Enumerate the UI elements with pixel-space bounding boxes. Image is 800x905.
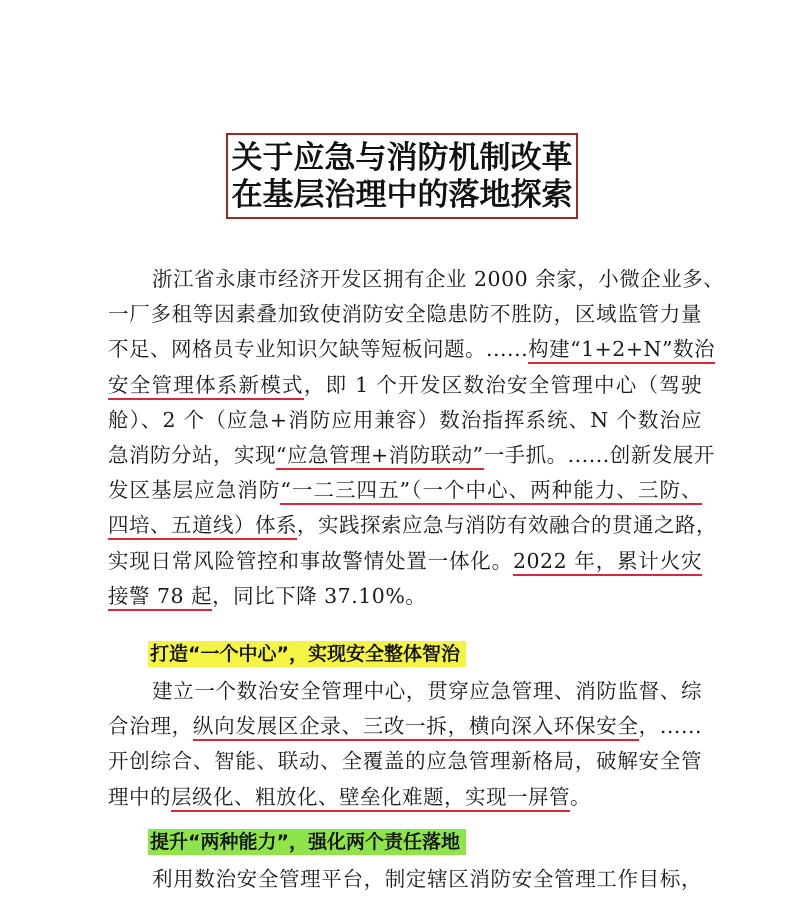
text-segment: 实现日常风险管控和事故警情处置一体化。: [108, 548, 513, 573]
underlined-phrase: 层级化、粗放化、壁垒化难题，实现一屏管: [171, 785, 570, 812]
underlined-phrase: 纵向发展区企录、三改一拆，横向深入环保安全: [193, 714, 639, 741]
text-segment: 一手抓。......创新发展开: [483, 442, 715, 467]
section-heading-1: 打造“一个中心”，实现安全整体智治: [148, 641, 466, 667]
text-line: [108, 368, 702, 403]
text-segment: 。: [570, 784, 591, 809]
text-line: [108, 674, 702, 709]
title-line-2: 在基层治理中的落地探索: [231, 177, 573, 213]
title-box: [226, 133, 578, 219]
text-segment: 利用数治安全管理平台，制定辖区消防安全管理工作目标，: [152, 867, 702, 891]
text-line: [108, 862, 702, 897]
text-line: [108, 544, 702, 579]
text-segment: 理中的: [108, 784, 171, 809]
paragraph-2: [108, 674, 702, 815]
title-line-1: 关于应急与消防机制改革: [231, 140, 573, 176]
underlined-phrase: 构建“1+2+N”数治: [528, 337, 715, 364]
text-segment: ，同比下降 37.10%。: [212, 583, 427, 608]
text-segment: ，......: [638, 714, 702, 739]
text-segment: ，实践探索应急与消防有效融合的贯通之路，: [297, 513, 717, 538]
text-segment: 合治理，: [108, 714, 193, 739]
paragraph-1: [108, 262, 725, 614]
underlined-phrase: “应急管理+消防联动”: [276, 443, 484, 470]
text-line: [108, 579, 702, 614]
text-segment: 发区基层应急消防: [108, 478, 281, 503]
section-heading-2: 提升“两种能力”，强化两个责任落地: [148, 829, 466, 855]
underlined-phrase: “一二三四五”（一个中心、两种能力、三防、: [280, 478, 702, 505]
text-line: [108, 508, 717, 543]
text-line: [108, 262, 725, 297]
text-segment: ，即 1 个开发区数治安全管理中心（驾驶: [303, 372, 703, 397]
text-line: [108, 780, 702, 815]
text-segment: 急消防分站，实现: [108, 442, 276, 467]
text-line: [108, 438, 715, 473]
text-segment: 不足、网格员专业知识欠缺等短板问题。......: [108, 337, 529, 362]
text-line: [108, 709, 702, 744]
text-line: [108, 297, 702, 332]
underlined-phrase: 四培、五道线）体系: [108, 513, 297, 540]
text-segment: 一厂多租等因素叠加致使消防安全隐患防不胜防，区域监管力量: [108, 302, 702, 327]
underlined-phrase: 接警 78 起: [108, 584, 212, 611]
paragraph-3: [108, 862, 702, 897]
text-segment: 建立一个数治安全管理中心，贯穿应急管理、消防监督、综: [152, 679, 702, 703]
text-line: [108, 473, 702, 508]
text-line: [108, 403, 702, 438]
text-segment: 舱）、2 个（应急+消防应用兼容）数治指挥系统、N 个数治应: [108, 407, 702, 432]
text-line: [108, 332, 715, 367]
text-segment: 开创综合、智能、联动、全覆盖的应急管理新格局，破解安全管: [108, 749, 702, 774]
text-line: [108, 744, 702, 779]
text-segment: 浙江省永康市经济开发区拥有企业 2000 余家，小微企业多、: [152, 267, 725, 291]
underlined-phrase: 安全管理体系新模式: [108, 373, 304, 400]
underlined-phrase: 2022 年，累计火灾: [513, 549, 702, 576]
